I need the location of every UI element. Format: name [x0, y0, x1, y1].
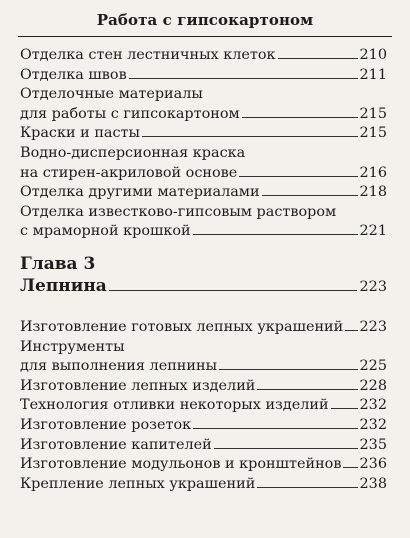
- toc-entry-title: с мраморной крошкой: [20, 223, 191, 240]
- toc-entry: [20, 338, 387, 377]
- toc-entry-title: для работы с гипсокартоном: [20, 105, 240, 122]
- toc-entry-page: 215: [359, 105, 387, 122]
- toc-entry-title: Отделка стен лестничных клеток: [20, 47, 276, 63]
- leader-line: [343, 467, 357, 468]
- toc-entry: [20, 377, 387, 397]
- toc-entry-title: на стирен-акриловой основе: [20, 164, 238, 181]
- toc-entry-title: Отделка другими материалами: [20, 184, 260, 201]
- toc-entry: [20, 183, 387, 203]
- toc-entry: [20, 396, 387, 416]
- toc-entry-page: 216: [359, 164, 387, 181]
- leader-line: [193, 428, 357, 429]
- leader-line: [109, 290, 357, 291]
- leader-line: [257, 389, 357, 390]
- toc-entry-page: 236: [359, 456, 387, 473]
- toc-entry-page: 223: [359, 319, 387, 335]
- leader-line: [331, 408, 358, 409]
- toc-entry-title: Отделка швов: [20, 66, 127, 83]
- chapter-page: 223: [359, 279, 387, 295]
- toc-entry-title: Крепление лепных украшений: [20, 475, 256, 492]
- toc-entry-page: 218: [359, 184, 387, 201]
- leader-line: [262, 195, 358, 196]
- leader-line: [239, 176, 357, 177]
- toc-entry-title-line1: Отделочные материалы: [20, 86, 203, 103]
- toc-entry-title: Технология отливки некоторых изделий: [20, 397, 329, 414]
- toc-entry-page: 210: [359, 47, 387, 63]
- toc-entry-page: 238: [359, 475, 387, 492]
- toc-entry-title-line1: Инструменты: [20, 338, 125, 355]
- toc-entry-page: 225: [359, 358, 387, 375]
- running-header: Работа с гипсокартоном: [96, 11, 314, 29]
- chapter-title-row: [20, 276, 387, 296]
- toc-entry-title: Изготовление капителей: [20, 436, 212, 453]
- leader-line: [129, 78, 358, 79]
- toc-entry: [20, 203, 387, 242]
- toc-entry-title-line1: Отделка известково-гипсовым раствором: [20, 203, 337, 220]
- leader-line: [219, 369, 358, 370]
- toc-entry-title: Изготовление розеток: [20, 416, 192, 433]
- toc-entry-title: для выполнения лепнины: [20, 358, 218, 375]
- toc-entry: [20, 66, 387, 86]
- toc-entry-title: Изготовление готовых лепных украшений: [20, 319, 344, 335]
- toc-entry-page: 211: [359, 66, 387, 83]
- leader-line: [345, 330, 357, 331]
- toc-entry: [20, 475, 387, 495]
- toc-entry-page: 232: [359, 416, 387, 433]
- toc-entry: [20, 46, 387, 66]
- leader-line: [278, 58, 358, 59]
- leader-line: [193, 234, 358, 235]
- leader-line: [142, 136, 358, 137]
- leader-line: [257, 487, 357, 488]
- leader-line: [214, 448, 358, 449]
- toc-section-2: [20, 318, 387, 494]
- chapter-title: Лепнина: [20, 276, 107, 296]
- toc-entry-page: 221: [359, 223, 387, 240]
- toc-entry-title: Изготовление модульонов и кронштейнов: [20, 456, 342, 473]
- toc-entry: [20, 416, 387, 436]
- chapter-label: Глава 3: [20, 254, 96, 274]
- toc-entry-title-line1: Водно-дисперсионная краска: [20, 144, 246, 161]
- toc-entry-page: 235: [359, 436, 387, 453]
- toc-entry: [20, 455, 387, 475]
- toc-entry-page: 232: [359, 397, 387, 414]
- toc-entry: [20, 85, 387, 124]
- header-rule: [18, 36, 392, 37]
- toc-entry: [20, 436, 387, 456]
- toc-entry-page: 215: [359, 125, 387, 142]
- toc-entry-title: Изготовление лепных изделий: [20, 377, 256, 394]
- toc-section-1: [20, 46, 387, 242]
- leader-line: [242, 117, 358, 118]
- toc-entry: [20, 144, 387, 183]
- toc-entry: [20, 318, 387, 338]
- toc-entry-page: 228: [359, 377, 387, 394]
- toc-entry: [20, 124, 387, 144]
- toc-entry-title: Краски и пасты: [20, 125, 140, 142]
